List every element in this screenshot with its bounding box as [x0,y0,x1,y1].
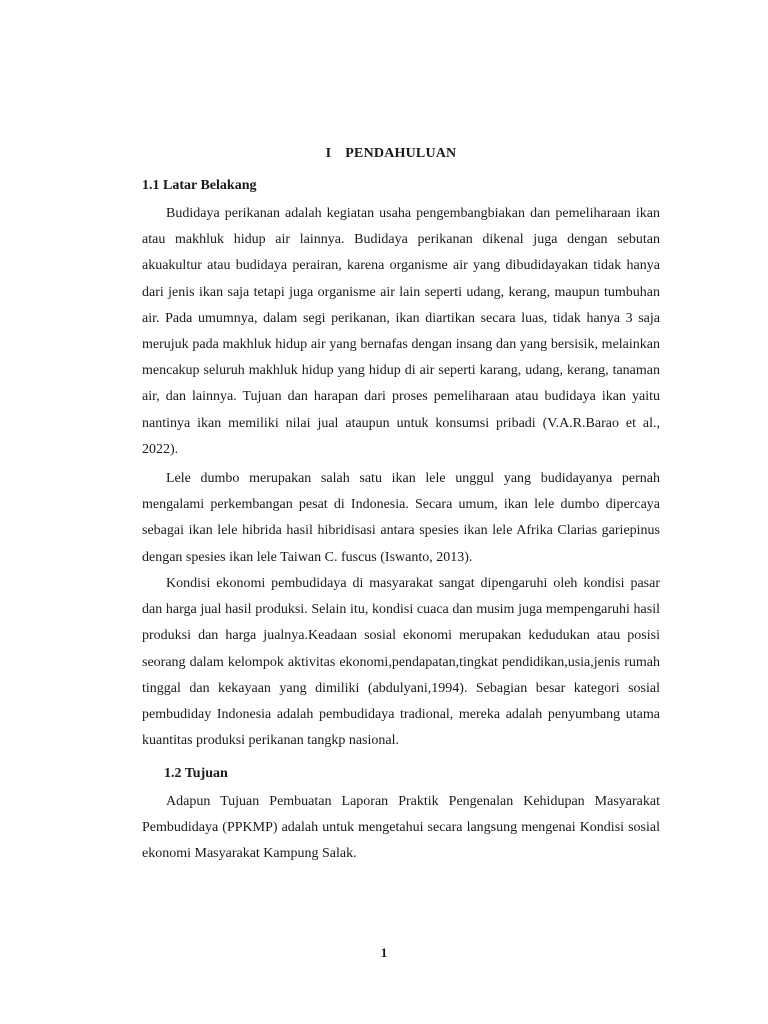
section-heading-tujuan: 1.2 Tujuan [164,766,228,781]
paragraph-tujuan: Adapun Tujuan Pembuatan Laporan Praktik Pengenalan Kehidupan Masyarakat Pembudidaya (PPKMP) adalah untuk mengetahui secara langsung mengenai Kondisi sosial ekonomi Masyarakat Kampung Salak. [142,794,660,862]
section-heading-latar-belakang: 1.1 Latar Belakang [142,178,257,193]
paragraph-budidaya-perikanan: Budidaya perikanan adalah kegiatan usaha pengembangbiakan dan pemeliharaan ikan atau makhluk hidup air lainnya. Budidaya perikanan dikenal juga dengan sebutan akuakultur atau budidaya perairan, karena organisme air yang dibudidayakan tidak hanya dari jenis ikan saja tetapi juga organisme air lain seperti udang, kerang, maupun tumbuhan air. Pada umumnya, dalam segi perikanan, ikan diartikan secara luas, tidak hanya 3 saja merujuk pada makhluk hidup air yang bernafas dengan insang dan yang bersisik, melainkan mencakup seluruh makhluk hidup yang hidup di air seperti karang, udang, kerang, tanaman air, dan lainnya. Tujuan dan harapan dari proses pemeliharaan atau budidaya ikan yaitu nantinya ikan memiliki nilai jual ataupun untuk konsumsi pribadi (V.A.R.Barao et al., 2022). [142,206,660,457]
chapter-number: I [325,146,332,161]
paragraph-kondisi-ekonomi: Kondisi ekonomi pembudidaya di masyarakat sangat dipengaruhi oleh kondisi pasar dan harga jual hasil produksi. Selain itu, kondisi cuaca dan musim juga mempengaruhi hasil produksi dan harga jualnya.Keadaan sosial ekonomi merupakan kedudukan atau posisi seorang dalam kelompok aktivitas ekonomi,pendapatan,tingkat pendidikan,usia,jenis rumah tinggal dan kekayaan yang dimiliki (abdulyani,1994). Sebagian besar kategori sosial pembudiday Indonesia adalah pembudidaya tradional, mereka adalah penyumbang utama kuantitas produksi perikanan tangkp nasional. [142,576,660,749]
page-number: 1 [380,945,388,960]
chapter-title [0,146,768,162]
paragraph-lele-dumbo: Lele dumbo merupakan salah satu ikan lele unggul yang budidayanya pernah mengalami perkembangan pesat di Indonesia. Secara umum, ikan lele dumbo dipercaya sebagai ikan lele hibrida hasil hibridisasi antara spesies ikan lele Afrika Clarias gariepinus dengan spesies ikan lele Taiwan C. fuscus (Iswanto, 2013). [142,471,660,565]
chapter-name: PENDAHULUAN [345,146,457,161]
